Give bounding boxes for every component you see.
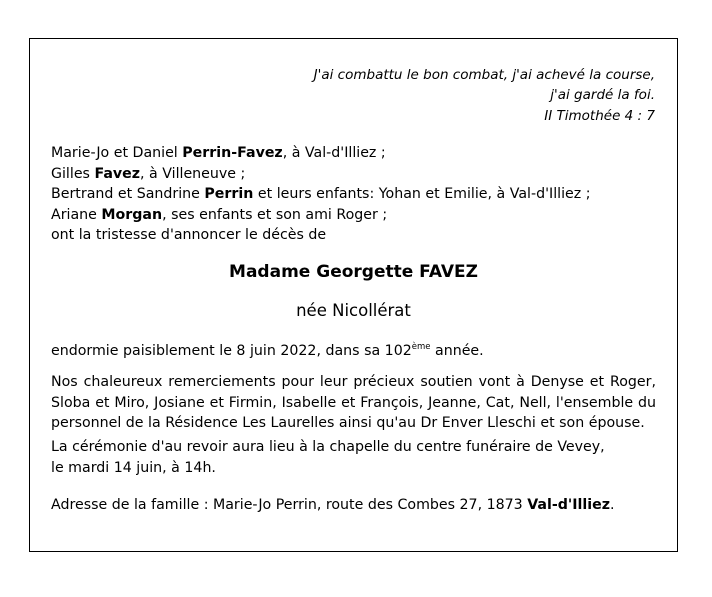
family-line: Marie-Jo et Daniel Perrin-Favez, à Val-d'Illiez ;	[51, 145, 386, 161]
announcement-line: ont la tristesse d'annoncer le décès de	[51, 227, 327, 243]
thanks-line-3: personnel de la Résidence Les Laurelles ainsi qu'au Dr Enver Lleschi et son épouse.	[51, 415, 645, 431]
ceremony-line-2: le mardi 14 juin, à 14h.	[51, 459, 216, 476]
family-surname: Perrin	[204, 186, 254, 202]
thanks-paragraph	[51, 372, 656, 434]
family-surname: Morgan	[101, 206, 163, 223]
ordinal-suffix: ème	[411, 342, 431, 352]
family-address: Adresse de la famille : Marie-Jo Perrin, route des Combes 27, 1873 Val-d'Illiez.	[51, 497, 615, 513]
maiden-name: née Nicollérat	[296, 301, 411, 320]
quote-reference: II Timothée 4 : 7	[544, 108, 655, 124]
deceased-name: Madame Georgette FAVEZ	[229, 262, 478, 282]
thanks-line-1: Nos chaleureux remerciements pour leur précieux soutien vont à Denyse et Roger,	[51, 374, 656, 390]
address-locality: Val-d'Illiez	[527, 497, 610, 513]
death-notice: endormie paisiblement le 8 juin 2022, dans sa 102ème année.	[51, 342, 484, 359]
epigraph-quote	[314, 65, 655, 126]
ceremony-line-1: La cérémonie d'au revoir aura lieu à la chapelle du centre funéraire de Vevey,	[51, 439, 605, 455]
family-surname: Favez	[94, 165, 141, 182]
family-line: Gilles Favez, à Villeneuve ;	[51, 165, 246, 182]
family-list	[51, 143, 656, 246]
family-line: Bertrand et Sandrine Perrin et leurs enfants: Yohan et Emilie, à Val-d'Illiez ;	[51, 186, 591, 202]
ceremony-paragraph	[51, 437, 656, 478]
quote-line-1: J'ai combattu le bon combat, j'ai achevé la course,	[313, 67, 655, 83]
family-surname: Perrin-Favez	[182, 145, 283, 161]
obituary-notice	[29, 38, 678, 552]
family-line: Ariane Morgan, ses enfants et son ami Roger ;	[51, 206, 388, 223]
thanks-line-2: Sloba et Miro, Josiane et Firmin, Isabelle et François, Jeanne, Cat, Nell, l'ensemble du	[51, 394, 656, 411]
quote-line-2: j'ai gardé la foi.	[550, 87, 655, 103]
